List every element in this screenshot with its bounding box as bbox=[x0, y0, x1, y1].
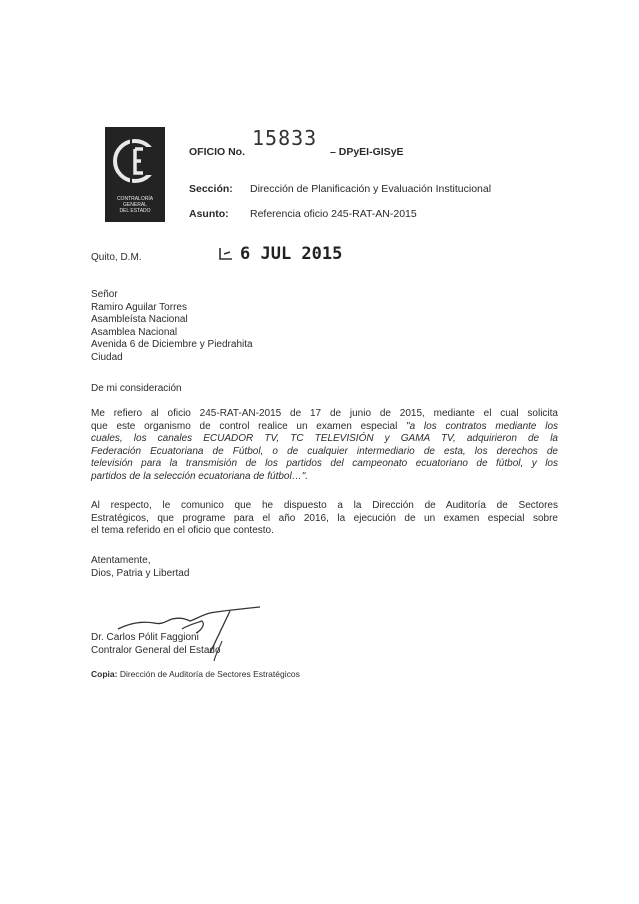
copy-line bbox=[91, 669, 300, 679]
signatory-name: Dr. Carlos Pólit Faggioni bbox=[91, 632, 199, 643]
paragraph-2 bbox=[91, 500, 558, 538]
paragraph-line: cuales, los canales ECUADOR TV, TC TELEVISIÓN y GAMA TV, adquirieron de la bbox=[91, 433, 558, 445]
oficio-code: – DPyEI-GISyE bbox=[330, 146, 404, 158]
place: Quito, D.M. bbox=[91, 252, 142, 263]
copy-label: Copia: bbox=[91, 669, 118, 679]
greeting: De mi consideración bbox=[91, 383, 182, 394]
paragraph-line: televisión para la transmisión de los partidos del campeonato ecuatoriano de fútbol, y los bbox=[91, 458, 558, 470]
paragraph-line: Al respecto, le comunico que he dispuesto a la Dirección de Auditoría de Sectores bbox=[91, 500, 558, 511]
seccion-row bbox=[189, 183, 233, 195]
logo-caption bbox=[105, 196, 165, 214]
paragraph-line bbox=[91, 421, 558, 434]
recipient-line: Ciudad bbox=[91, 351, 123, 363]
recipient-line: Señor bbox=[91, 289, 118, 300]
text-normal: Me refiero al oficio 245-RAT-AN-2015 de 17 de junio de 2015, mediante el cual solicita bbox=[91, 408, 558, 419]
contraloria-logo bbox=[105, 127, 165, 222]
recipient-block bbox=[91, 289, 253, 365]
reference-number: 15833 bbox=[252, 126, 318, 150]
contraloria-emblem-icon bbox=[105, 127, 165, 197]
paragraph-line: el tema referido en el oficio que contesto. bbox=[91, 525, 274, 537]
closing-block bbox=[91, 555, 189, 580]
paragraph-line bbox=[91, 408, 558, 421]
paragraph-line: partidos de la selección ecuatoriana de fútbol…". bbox=[91, 470, 309, 482]
text-normal: que este organismo de control realice un examen especial bbox=[91, 420, 407, 432]
paragraph-1 bbox=[91, 408, 558, 484]
logo-line: GENERAL bbox=[123, 202, 147, 208]
seccion-value: Dirección de Planificación y Evaluación Institucional bbox=[250, 183, 492, 195]
oficio-row bbox=[189, 146, 245, 158]
logo-line: CONTRALORÍA bbox=[116, 196, 154, 202]
asunto-row bbox=[189, 208, 229, 220]
copy-value: Dirección de Auditoría de Sectores Estratégicos bbox=[119, 669, 300, 679]
handwritten-mark-icon bbox=[217, 246, 237, 262]
closing-line: Atentamente, bbox=[91, 555, 151, 566]
recipient-line: Asamblea Nacional bbox=[91, 326, 178, 338]
paragraph-line: Federación Ecuatoriana de Fútbol, o de cualquier intermediario de esta, los derechos de bbox=[91, 445, 558, 457]
signatory-block bbox=[91, 632, 221, 657]
paragraph-line: Estratégicos, que programe para el año 2016, la ejecución de un examen especial sobre bbox=[91, 512, 558, 524]
date-stamp: 6 JUL 2015 bbox=[240, 244, 343, 264]
recipient-line: Avenida 6 de Diciembre y Piedrahita bbox=[91, 339, 253, 351]
closing-line: Dios, Patria y Libertad bbox=[91, 567, 190, 579]
logo-line: DEL ESTADO bbox=[119, 208, 151, 214]
asunto-value: Referencia oficio 245-RAT-AN-2015 bbox=[250, 208, 417, 220]
text-italic: "a los contratos mediante los bbox=[406, 420, 559, 432]
recipient-line: Asambleísta Nacional bbox=[91, 314, 188, 326]
oficio-code-row bbox=[330, 146, 404, 158]
signatory-title: Contralor General del Estado bbox=[91, 644, 221, 656]
recipient-line: Ramiro Aguilar Torres bbox=[91, 301, 187, 313]
oficio-label: OFICIO No. bbox=[189, 146, 245, 158]
asunto-label: Asunto: bbox=[189, 208, 229, 220]
seccion-label: Sección: bbox=[189, 183, 233, 195]
